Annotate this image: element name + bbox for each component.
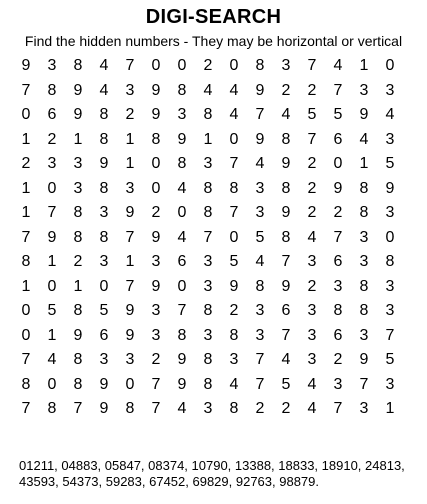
- grid-cell[interactable]: 0: [21, 326, 31, 344]
- grid-cell[interactable]: 1: [125, 155, 135, 173]
- grid-cell[interactable]: 8: [21, 253, 31, 271]
- grid-cell[interactable]: 2: [73, 253, 83, 271]
- grid-cell[interactable]: 1: [203, 130, 213, 148]
- grid-cell[interactable]: 9: [151, 106, 161, 124]
- grid-cell[interactable]: 6: [177, 253, 187, 271]
- grid-cell[interactable]: 8: [73, 228, 83, 246]
- grid-row: [13, 250, 403, 275]
- grid-cell[interactable]: 2: [307, 277, 317, 295]
- grid-cell[interactable]: 8: [203, 351, 213, 369]
- grid-cell[interactable]: 7: [281, 326, 291, 344]
- grid-cell[interactable]: 8: [281, 179, 291, 197]
- grid-cell[interactable]: 9: [255, 81, 265, 99]
- grid-cell[interactable]: 8: [229, 179, 239, 197]
- grid-cell[interactable]: 9: [333, 179, 343, 197]
- grid-cell[interactable]: 0: [229, 228, 239, 246]
- grid-cell[interactable]: 9: [177, 130, 187, 148]
- grid-cell[interactable]: 6: [333, 130, 343, 148]
- grid-row: [13, 177, 403, 202]
- grid-cell[interactable]: 9: [177, 351, 187, 369]
- grid-cell[interactable]: 9: [99, 375, 109, 393]
- grid-cell[interactable]: 3: [151, 326, 161, 344]
- grid-cell[interactable]: 7: [125, 277, 135, 295]
- grid-cell[interactable]: 6: [281, 302, 291, 320]
- hidden-numbers-line-1: 01211, 04883, 05847, 08374, 10790, 13388, 18833, 18910, 24813,: [19, 458, 405, 473]
- grid-cell[interactable]: 8: [99, 179, 109, 197]
- grid-cell[interactable]: 8: [151, 130, 161, 148]
- grid-cell[interactable]: 0: [151, 155, 161, 173]
- grid-cell[interactable]: 3: [359, 253, 369, 271]
- grid-cell[interactable]: 4: [203, 81, 213, 99]
- grid-cell[interactable]: 8: [73, 204, 83, 222]
- grid-cell[interactable]: 6: [333, 326, 343, 344]
- grid-cell[interactable]: 5: [255, 228, 265, 246]
- grid-cell[interactable]: 9: [73, 326, 83, 344]
- grid-cell[interactable]: 9: [385, 179, 395, 197]
- grid-cell[interactable]: 3: [229, 351, 239, 369]
- grid-cell[interactable]: 8: [99, 106, 109, 124]
- grid-cell[interactable]: 7: [21, 228, 31, 246]
- grid-cell[interactable]: 3: [385, 81, 395, 99]
- grid-cell[interactable]: 3: [307, 302, 317, 320]
- puzzle-title: DIGI-SEARCH: [145, 6, 282, 28]
- grid-cell[interactable]: 8: [281, 228, 291, 246]
- grid-cell[interactable]: 4: [99, 81, 109, 99]
- grid-cell[interactable]: 8: [203, 204, 213, 222]
- grid-cell[interactable]: 0: [99, 277, 109, 295]
- grid-cell[interactable]: 0: [125, 375, 135, 393]
- grid-cell[interactable]: 3: [99, 253, 109, 271]
- grid-cell[interactable]: 5: [307, 106, 317, 124]
- grid-cell[interactable]: 3: [385, 375, 395, 393]
- grid-cell[interactable]: 3: [255, 326, 265, 344]
- hidden-numbers-list: [19, 458, 419, 490]
- grid-cell[interactable]: 4: [47, 351, 57, 369]
- grid-cell[interactable]: 3: [385, 277, 395, 295]
- grid-cell[interactable]: 8: [203, 106, 213, 124]
- grid-row: [13, 54, 403, 79]
- grid-cell[interactable]: 9: [151, 277, 161, 295]
- grid-cell[interactable]: 2: [307, 155, 317, 173]
- grid-cell[interactable]: 2: [151, 204, 161, 222]
- grid-cell[interactable]: 1: [125, 253, 135, 271]
- grid-cell[interactable]: 3: [281, 57, 291, 75]
- grid-cell[interactable]: 9: [281, 204, 291, 222]
- grid-cell[interactable]: 1: [47, 326, 57, 344]
- grid-cell[interactable]: 6: [47, 106, 57, 124]
- grid-cell[interactable]: 8: [359, 302, 369, 320]
- grid-cell[interactable]: 1: [47, 253, 57, 271]
- grid-cell[interactable]: 7: [307, 130, 317, 148]
- grid-cell[interactable]: 0: [177, 204, 187, 222]
- grid-cell[interactable]: 4: [385, 106, 395, 124]
- grid-cell[interactable]: 0: [229, 130, 239, 148]
- hidden-numbers-line-2: 43593, 54373, 59283, 67452, 69829, 92763, 98879.: [19, 474, 320, 489]
- grid-cell[interactable]: 1: [359, 155, 369, 173]
- grid-cell[interactable]: 2: [281, 81, 291, 99]
- grid-cell[interactable]: 3: [385, 302, 395, 320]
- grid-cell[interactable]: 7: [255, 375, 265, 393]
- grid-cell[interactable]: 8: [255, 277, 265, 295]
- grid-cell[interactable]: 4: [307, 228, 317, 246]
- grid-cell[interactable]: 2: [281, 400, 291, 418]
- grid-cell[interactable]: 5: [47, 302, 57, 320]
- grid-cell[interactable]: 7: [21, 81, 31, 99]
- grid-cell[interactable]: 7: [125, 57, 135, 75]
- grid-cell[interactable]: 4: [333, 57, 343, 75]
- grid-cell[interactable]: 9: [281, 277, 291, 295]
- grid-cell[interactable]: 1: [21, 130, 31, 148]
- grid-cell[interactable]: 9: [47, 228, 57, 246]
- grid-cell[interactable]: 8: [73, 302, 83, 320]
- grid-cell[interactable]: 1: [73, 130, 83, 148]
- grid-cell[interactable]: 5: [99, 302, 109, 320]
- grid-cell[interactable]: 8: [73, 57, 83, 75]
- grid-cell[interactable]: 3: [125, 81, 135, 99]
- grid-cell[interactable]: 7: [151, 375, 161, 393]
- grid-cell[interactable]: 8: [177, 326, 187, 344]
- grid-cell[interactable]: 7: [255, 106, 265, 124]
- grid-cell[interactable]: 3: [177, 106, 187, 124]
- grid-cell[interactable]: 2: [229, 302, 239, 320]
- grid-cell[interactable]: 3: [99, 204, 109, 222]
- grid-cell[interactable]: 7: [385, 326, 395, 344]
- grid-cell[interactable]: 0: [229, 57, 239, 75]
- grid-cell[interactable]: 8: [229, 326, 239, 344]
- grid-row: [13, 152, 403, 177]
- grid-cell[interactable]: 9: [99, 155, 109, 173]
- grid-cell[interactable]: 7: [333, 400, 343, 418]
- grid-cell[interactable]: 8: [47, 400, 57, 418]
- grid-cell[interactable]: 2: [21, 155, 31, 173]
- grid-cell[interactable]: 4: [359, 130, 369, 148]
- grid-cell[interactable]: 4: [281, 351, 291, 369]
- grid-cell[interactable]: 4: [307, 375, 317, 393]
- grid-cell[interactable]: 2: [47, 130, 57, 148]
- grid-cell[interactable]: 9: [99, 400, 109, 418]
- grid-cell[interactable]: 7: [73, 400, 83, 418]
- grid-cell[interactable]: 8: [385, 253, 395, 271]
- grid-cell[interactable]: 6: [333, 253, 343, 271]
- grid-cell[interactable]: 1: [359, 57, 369, 75]
- grid-cell[interactable]: 7: [229, 155, 239, 173]
- grid-cell[interactable]: 3: [203, 253, 213, 271]
- grid-row: [13, 348, 403, 373]
- grid-cell[interactable]: 3: [359, 400, 369, 418]
- grid-cell[interactable]: 9: [359, 106, 369, 124]
- grid-cell[interactable]: 6: [99, 326, 109, 344]
- grid-cell[interactable]: 8: [99, 130, 109, 148]
- grid-cell[interactable]: 5: [385, 351, 395, 369]
- grid-cell[interactable]: 7: [151, 400, 161, 418]
- grid-cell[interactable]: 3: [99, 351, 109, 369]
- grid-cell[interactable]: 8: [203, 179, 213, 197]
- grid-cell[interactable]: 3: [203, 326, 213, 344]
- grid-row: [13, 226, 403, 251]
- grid-cell[interactable]: 2: [151, 351, 161, 369]
- grid-cell[interactable]: 5: [385, 155, 395, 173]
- grid-cell[interactable]: 3: [203, 400, 213, 418]
- grid-cell[interactable]: 3: [255, 179, 265, 197]
- grid-cell[interactable]: 9: [229, 277, 239, 295]
- grid-cell[interactable]: 4: [307, 400, 317, 418]
- grid-cell[interactable]: 0: [177, 277, 187, 295]
- puzzle-instructions: Find the hidden numbers - They may be horizontal or vertical: [24, 33, 403, 49]
- grid-cell[interactable]: 8: [359, 277, 369, 295]
- grid-cell[interactable]: 4: [281, 106, 291, 124]
- grid-cell[interactable]: 7: [255, 351, 265, 369]
- grid-cell[interactable]: 2: [307, 204, 317, 222]
- grid-cell[interactable]: 2: [307, 81, 317, 99]
- grid-cell[interactable]: 0: [177, 57, 187, 75]
- grid-row: [13, 299, 403, 324]
- grid-cell[interactable]: 9: [255, 130, 265, 148]
- grid-cell[interactable]: 3: [47, 57, 57, 75]
- grid-cell[interactable]: 3: [385, 130, 395, 148]
- grid-cell[interactable]: 3: [255, 204, 265, 222]
- grid-cell[interactable]: 0: [21, 302, 31, 320]
- grid-cell[interactable]: 3: [73, 155, 83, 173]
- grid-cell[interactable]: 3: [307, 326, 317, 344]
- grid-cell[interactable]: 8: [333, 302, 343, 320]
- grid-cell[interactable]: 7: [307, 57, 317, 75]
- grid-cell[interactable]: 0: [151, 57, 161, 75]
- grid-cell[interactable]: 7: [203, 228, 213, 246]
- grid-cell[interactable]: 3: [255, 302, 265, 320]
- grid-cell[interactable]: 9: [177, 375, 187, 393]
- grid-cell[interactable]: 9: [359, 351, 369, 369]
- grid-cell[interactable]: 9: [125, 204, 135, 222]
- grid-cell[interactable]: 8: [203, 302, 213, 320]
- grid-cell[interactable]: 3: [307, 351, 317, 369]
- grid-cell[interactable]: 1: [21, 204, 31, 222]
- grid-row: [13, 324, 403, 349]
- grid-cell[interactable]: 1: [21, 179, 31, 197]
- grid-cell[interactable]: 7: [21, 400, 31, 418]
- grid-row: [13, 373, 403, 398]
- grid-cell[interactable]: 8: [203, 375, 213, 393]
- grid-cell[interactable]: 2: [307, 179, 317, 197]
- grid-cell[interactable]: 3: [151, 302, 161, 320]
- grid-cell[interactable]: 4: [99, 57, 109, 75]
- grid-cell[interactable]: 0: [385, 57, 395, 75]
- grid-row: [13, 79, 403, 104]
- grid-cell[interactable]: 4: [255, 253, 265, 271]
- grid-cell[interactable]: 8: [255, 57, 265, 75]
- grid-cell[interactable]: 8: [359, 204, 369, 222]
- grid-cell[interactable]: 8: [177, 155, 187, 173]
- grid-row: [13, 201, 403, 226]
- grid-cell[interactable]: 7: [333, 81, 343, 99]
- grid-cell[interactable]: 9: [151, 81, 161, 99]
- grid-row: [13, 103, 403, 128]
- grid-cell[interactable]: 3: [333, 277, 343, 295]
- grid-cell[interactable]: 4: [229, 106, 239, 124]
- grid-cell[interactable]: 9: [21, 57, 31, 75]
- grid-cell[interactable]: 7: [229, 204, 239, 222]
- grid-cell[interactable]: 1: [385, 400, 395, 418]
- grid-cell[interactable]: 7: [21, 351, 31, 369]
- grid-cell[interactable]: 8: [229, 400, 239, 418]
- grid-cell[interactable]: 2: [255, 400, 265, 418]
- grid-cell[interactable]: 7: [333, 228, 343, 246]
- grid-cell[interactable]: 3: [47, 155, 57, 173]
- grid-cell[interactable]: 8: [47, 81, 57, 99]
- grid-cell[interactable]: 0: [151, 179, 161, 197]
- grid-cell[interactable]: 4: [177, 228, 187, 246]
- grid-cell[interactable]: 0: [47, 179, 57, 197]
- grid-cell[interactable]: 9: [73, 106, 83, 124]
- grid-cell[interactable]: 3: [151, 253, 161, 271]
- grid-cell[interactable]: 1: [21, 277, 31, 295]
- grid-cell[interactable]: 8: [281, 130, 291, 148]
- grid-cell[interactable]: 8: [125, 400, 135, 418]
- grid-cell[interactable]: 5: [281, 375, 291, 393]
- grid-cell[interactable]: 0: [333, 155, 343, 173]
- grid-cell[interactable]: 0: [21, 106, 31, 124]
- grid-cell[interactable]: 2: [333, 204, 343, 222]
- grid-cell[interactable]: 8: [99, 228, 109, 246]
- number-grid: [13, 54, 403, 422]
- grid-cell[interactable]: 8: [359, 179, 369, 197]
- grid-cell[interactable]: 3: [307, 253, 317, 271]
- grid-cell[interactable]: 9: [281, 155, 291, 173]
- grid-cell[interactable]: 9: [151, 228, 161, 246]
- grid-cell[interactable]: 7: [281, 253, 291, 271]
- grid-cell[interactable]: 8: [73, 351, 83, 369]
- grid-cell[interactable]: 3: [125, 179, 135, 197]
- grid-cell[interactable]: 5: [229, 253, 239, 271]
- grid-cell[interactable]: 4: [229, 375, 239, 393]
- grid-cell[interactable]: 8: [21, 375, 31, 393]
- grid-cell[interactable]: 3: [203, 155, 213, 173]
- grid-cell[interactable]: 3: [125, 351, 135, 369]
- grid-cell[interactable]: 3: [203, 277, 213, 295]
- grid-cell[interactable]: 2: [125, 106, 135, 124]
- grid-cell[interactable]: 3: [359, 326, 369, 344]
- grid-cell[interactable]: 1: [73, 277, 83, 295]
- grid-cell[interactable]: 4: [177, 400, 187, 418]
- grid-cell[interactable]: 9: [125, 326, 135, 344]
- grid-cell[interactable]: 3: [359, 228, 369, 246]
- grid-cell[interactable]: 8: [177, 81, 187, 99]
- grid-row: [13, 397, 403, 422]
- grid-cell[interactable]: 9: [73, 81, 83, 99]
- grid-row: [13, 128, 403, 153]
- grid-cell[interactable]: 3: [359, 81, 369, 99]
- grid-cell[interactable]: 7: [177, 302, 187, 320]
- grid-cell[interactable]: 0: [385, 228, 395, 246]
- grid-cell[interactable]: 2: [203, 57, 213, 75]
- grid-cell[interactable]: 4: [229, 81, 239, 99]
- grid-cell[interactable]: 7: [125, 228, 135, 246]
- grid-cell[interactable]: 0: [47, 375, 57, 393]
- grid-cell[interactable]: 4: [177, 179, 187, 197]
- grid-cell[interactable]: 3: [333, 375, 343, 393]
- grid-cell[interactable]: 0: [47, 277, 57, 295]
- grid-cell[interactable]: 9: [125, 302, 135, 320]
- grid-cell[interactable]: 3: [385, 204, 395, 222]
- grid-cell[interactable]: 5: [333, 106, 343, 124]
- grid-cell[interactable]: 7: [359, 375, 369, 393]
- grid-cell[interactable]: 8: [73, 375, 83, 393]
- grid-cell[interactable]: 2: [333, 351, 343, 369]
- grid-cell[interactable]: 4: [255, 155, 265, 173]
- grid-cell[interactable]: 3: [73, 179, 83, 197]
- grid-cell[interactable]: 1: [125, 130, 135, 148]
- grid-cell[interactable]: 7: [47, 204, 57, 222]
- grid-row: [13, 275, 403, 300]
